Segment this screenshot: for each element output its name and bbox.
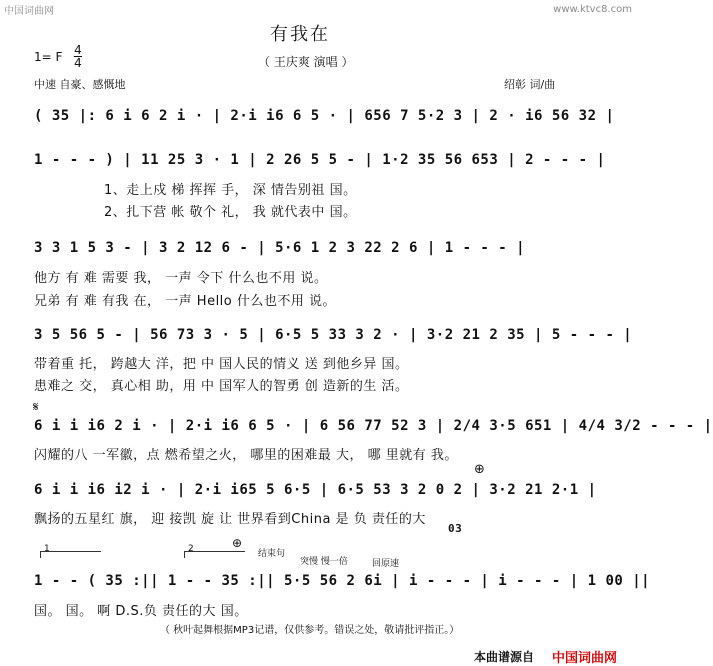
song-subtitle: （ 王庆爽 演唱 ） — [258, 55, 354, 69]
return-tempo-label: 回原速 — [372, 559, 400, 569]
lyric-line-2b: 2、扎下营 帐 敬个 礼， 我 就代表中 国。 — [104, 205, 357, 220]
lyric-line-3b: 兄弟 有 难 有我 在， 一声 Hello 什么也不用 说。 — [34, 294, 337, 309]
watermark-top-left: 中国词曲网 — [4, 6, 54, 17]
lyric-line-4a: 带着重 托， 跨越大 洋，把 中 国人民的情义 送 到他乡异 国。 — [34, 357, 409, 372]
end-phrase-label: 结束句 — [258, 549, 286, 559]
lyric-line-6: 飘扬的五星红 旗， 迎 接凯 旋 让 世界看到China 是 负 责任的大 — [34, 512, 426, 527]
score-line-4: 3 5 56 5 - | 56 73 3 · 5 | 6·5 5 33 3 2 · | 3·2 21 2 35 | 5 - - - | — [34, 327, 633, 343]
score-line-6: 6 i i i6 i2 i · | 2·i i65 5 6·5 | 6·5 53 3 2 0 2 | 3·2 21 2·1 | — [34, 482, 597, 498]
footer-site-name: 中国词曲网 — [552, 651, 618, 666]
lyric-line-5: 闪耀的八 一军徽，点 燃希望之火， 哪里的困难最 大， 哪 里就有 我。 — [34, 448, 458, 463]
time-top: 4 — [74, 43, 82, 57]
transcription-note: （ 秋叶起舞根据MP3记谱，仅供参考。错误之处，敬请批评指正。） — [160, 625, 460, 636]
score-line-5: 6 i i i6 2 i · | 2·i i6 6 5 · | 6 56 77 52 3 | 2/4 3·5 651 | 4/4 3/2 - - - | — [34, 418, 713, 434]
lyric-line-4b: 患难之 交， 真心相 助，用 中 国军人的智勇 创 造新的生 活。 — [34, 379, 409, 394]
line-6-extra-notes: 03 — [448, 522, 463, 535]
tempo-marking: 中速 自豪、感慨地 — [34, 78, 126, 91]
footer-source-label: 本曲谱源自 — [474, 650, 535, 664]
score-line-7: 1 - - ( 35 :|| 1 - - 35 :|| 5·5 56 2 6i | i - - - | i - - - | 1 00 || — [34, 573, 651, 589]
volta-1-label: 1 — [44, 544, 50, 554]
lyric-line-2a: 1、走上戍 梯 挥挥 手， 深 情告别祖 国。 — [104, 183, 357, 198]
coda-icon-2: ⊕ — [232, 536, 243, 550]
score-line-2: 1 - - - ) | 11 25 3 · 1 | 2 26 5 5 - | 1·2 35 56 653 | 2 - - - | — [34, 152, 606, 168]
key-signature: 1= F — [34, 50, 63, 64]
tempo-change-label: 突慢 慢一倍 — [300, 557, 348, 567]
lyric-line-7: 国。 国。 啊 D.S.负 责任的大 国。 — [34, 604, 248, 619]
song-title: 有我在 — [270, 24, 330, 45]
time-bottom: 4 — [74, 56, 82, 70]
watermark-top-right: www.ktvc8.com — [553, 4, 632, 15]
segno-icon: 𝄋 — [33, 400, 39, 415]
score-line-3: 3 3 1 5 3 - | 3 2 12 6 - | 5·6 1 2 3 22 2 6 | 1 - - - | — [34, 240, 526, 256]
credit: 绍彰 词/曲 — [504, 78, 556, 91]
score-line-1: ( 35 |: 6 i 6 2 i · | 2·i i6 6 5 · | 656 7 5·2 3 | 2 · i6 56 32 | — [34, 108, 615, 124]
volta-2-label: 2 — [188, 544, 194, 554]
coda-icon: ⊕ — [474, 462, 485, 477]
lyric-line-3a: 他方 有 难 需要 我， 一声 令下 什么也不用 说。 — [34, 271, 328, 286]
time-signature — [74, 44, 82, 69]
